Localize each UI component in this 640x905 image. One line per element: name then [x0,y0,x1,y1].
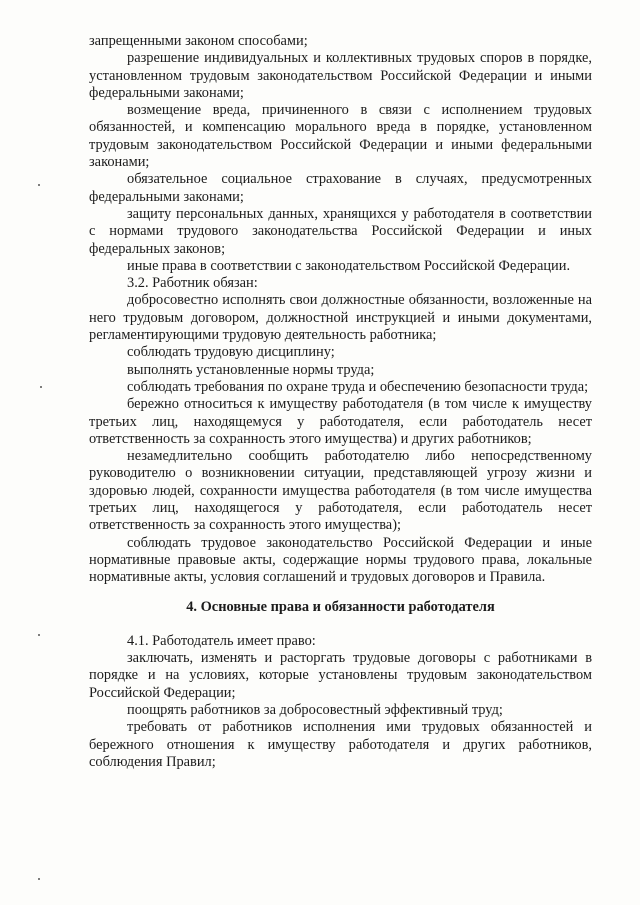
paragraph: добросовестно исполнять свои должностные обязанности, возложенные на него трудовым договором, должностной инструкцией и иными документами, регламентирующими трудовую деятельность работника; [89,292,592,344]
paragraph: 4.1. Работодатель имеет право: [127,632,316,649]
section-heading: 4. Основные права и обязанности работодателя [186,598,495,615]
paragraph: бережно относиться к имуществу работодателя (в том числе к имуществу третьих лиц, находящемуся у работодателя, если работодатель несет ответственность за сохранность этого имущества) и других работников; [89,396,592,447]
scan-speck [38,634,40,636]
paragraph: запрещенными законом способами; [89,33,308,49]
paragraph: обязательное социальное страхование в случаях, предусмотренных федеральными законами; [89,171,592,205]
paragraph: выполнять установленные нормы труда; [127,361,375,378]
paragraph: соблюдать трудовую дисциплину; [127,344,335,361]
paragraph: возмещение вреда, причиненного в связи с исполнением трудовых обязанностей, и компенсацию морального вреда в порядке, установленном трудовым законодательством Российской Федерации и иными федеральными законами; [89,102,592,171]
paragraph: соблюдать требования по охране труда и обеспечению безопасности труда; [127,378,589,395]
paragraph: поощрять работников за добросовестный эффективный труд; [127,701,503,718]
paragraph: требовать от работников исполнения ими трудовых обязанностей и бережного отношения к имуществу работодателя и других работников, соблюдения Правил; [89,719,592,770]
paragraph: защиту персональных данных, хранящихся у работодателя в соответствии с нормами трудового законодательства Российской Федерации и иных федеральных законов; [89,205,592,257]
paragraph: разрешение индивидуальных и коллективных трудовых споров в порядке, установленном трудовым законодательством Российской Федерации и иными федеральными законами; [89,50,592,101]
scan-speck [38,878,40,880]
paragraph: незамедлительно сообщить работодателю либо непосредственному руководителю о возникновении ситуации, представляющей угрозу жизни и здоровью людей, сохранности имущества работодателя (в том числе имущества третьих лиц, находящегося у работодателя, если работодатель несет ответственность за сохранность этого имущества); [89,448,592,534]
document-body [89,33,592,771]
scan-speck [38,184,40,186]
paragraph: 3.2. Работник обязан: [127,275,258,292]
paragraph: иные права в соответствии с законодательством Российской Федерации. [127,257,571,274]
paragraph: заключать, изменять и расторгать трудовые договоры с работниками в порядке и на условиях, которые установлены трудовым законодательством Российской Федерации; [89,650,592,701]
paragraph: соблюдать трудовое законодательство Российской Федерации и иные нормативные правовые акты, содержащие нормы трудового права, локальные нормативные акты, условия соглашений и трудовых договоров и Правила. [89,534,592,586]
scan-speck [40,386,42,388]
